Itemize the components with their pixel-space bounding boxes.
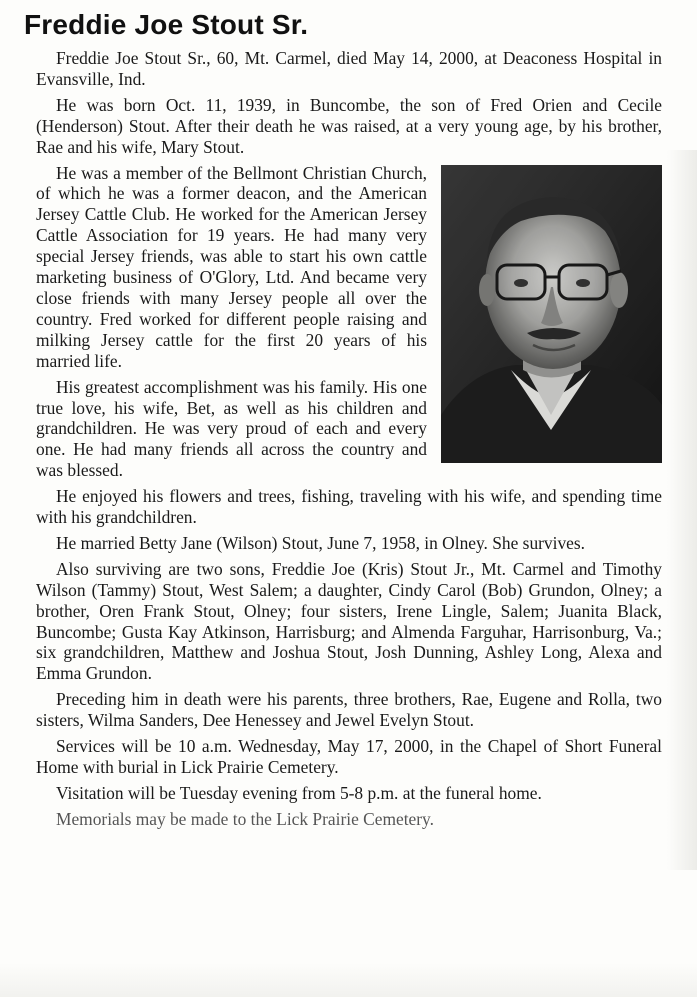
portrait-photo xyxy=(441,165,662,463)
obituary-headline: Freddie Joe Stout Sr. xyxy=(24,9,309,40)
paragraph-services: Services will be 10 a.m. Wednesday, May 17, 2000, in the Chapel of Short Funeral Home with burial in Lick Prairie Cemetery. xyxy=(36,736,662,777)
portrait-image xyxy=(441,165,662,463)
paragraph-marriage: He married Betty Jane (Wilson) Stout, June 7, 1958, in Olney. She survives. xyxy=(56,532,585,553)
paragraph-hobbies: He enjoyed his flowers and trees, fishing, traveling with his wife, and spending time with his grandchildren. xyxy=(36,486,662,528)
paragraph-survivors: Also surviving are two sons, Freddie Joe (Kris) Stout Jr., Mt. Carmel and Timothy Wilson (Tammy) Stout, West Salem; a daughter, Cindy Carol (Bob) Grundon, Olney; a brother, Oren Frank Stout, Olney; four sisters, Irene Lingle, Salem; Juanita Black, Buncombe; Gusta Kay Atkinson, Harrisburg; and Almenda Farguhar, Harrisonburg, Va.; six grandchildren, Matthew and Joshua Stout, Josh Dunning, Ashley Long, Alexa and Emma Grundon. xyxy=(36,558,662,684)
paragraph-preceded: Preceding him in death were his parents, three brothers, Rae, Eugene and Rolla, two sisters, Wilma Sanders, Dee Henessey and Jewel Evelyn Stout. xyxy=(36,689,662,731)
paragraph-death-notice: Freddie Joe Stout Sr., 60, Mt. Carmel, died May 14, 2000, at Deaconess Hospital in Evansville, Ind. xyxy=(36,48,662,89)
paper-edge-shadow xyxy=(667,150,697,870)
paragraph-career: He was a member of the Bellmont Christian Church, of which he was a former deacon, and the American Jersey Cattle Club. He worked for the American Jersey Cattle Association for 19 years. He had many very special Jersey friends, was able to start his own cattle marketing business of O'Glory, Ltd. And became very close friends with many Jersey people all over the country. Fred worked for different people raising and milking Jersey cattle for the first 20 years of his married life. xyxy=(36,162,427,371)
obituary-body xyxy=(36,48,662,835)
paragraph-birth: He was born Oct. 11, 1939, in Buncombe, the son of Fred Orien and Cecile (Henderson) Stout. After their death he was raised, at a very young age, by his brother, Rae and his wife, Mary Stout. xyxy=(36,94,662,157)
paragraph-family: His greatest accomplishment was his family. His one true love, his wife, Bet, as well as his children and grandchildren. He was very proud of each and every one. He had many friends all across the country and was blessed. xyxy=(36,376,427,481)
paragraph-visitation: Visitation will be Tuesday evening from 5-8 p.m. at the funeral home. xyxy=(56,782,542,803)
paragraph-memorials: Memorials may be made to the Lick Prairie Cemetery. xyxy=(56,808,434,829)
paper-bottom-fade xyxy=(0,963,697,997)
